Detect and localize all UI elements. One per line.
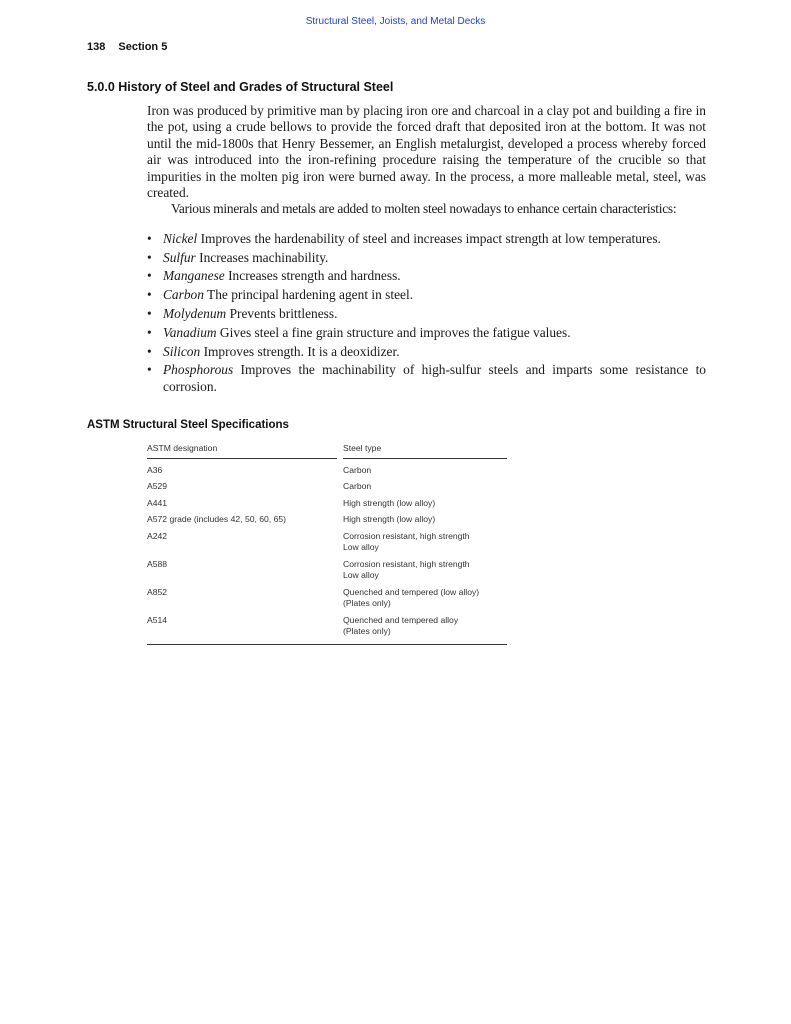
steel-type-line: Quenched and tempered (low alloy)	[343, 586, 480, 597]
cell-designation: A514	[147, 614, 168, 625]
steel-type-line: Low alloy	[343, 542, 379, 552]
bullet-dot: •	[147, 249, 152, 265]
steel-type-line: (Plates only)	[343, 598, 391, 608]
cell-steel-type	[343, 615, 507, 638]
element-name: Nickel	[163, 230, 198, 246]
steel-type-line: Carbon	[343, 464, 372, 475]
steel-type-line: (Plates only)	[343, 626, 391, 636]
cell-designation: A36	[147, 464, 163, 475]
bullet-dot: •	[147, 306, 152, 322]
list-item	[147, 306, 706, 322]
header-rule	[147, 458, 507, 459]
cell-designation: A852	[147, 586, 168, 597]
table-heading: ASTM Structural Steel Specifications	[87, 419, 289, 431]
cell-steel-type	[343, 465, 507, 477]
cell-steel-type	[343, 514, 507, 526]
table-row	[147, 612, 507, 640]
page-number: 138	[87, 41, 106, 53]
section-label: Section 5	[118, 41, 168, 53]
bullet-dot: •	[147, 324, 152, 340]
bullet-dot: •	[147, 230, 152, 246]
cell-designation: A441	[147, 497, 168, 508]
cell-steel-type	[343, 587, 507, 610]
cell-designation: A588	[147, 558, 168, 569]
table-row	[147, 462, 507, 479]
element-list	[147, 231, 706, 395]
steel-type-line: Corrosion resistant, high strength	[343, 530, 470, 541]
element-description: Increases machinability.	[199, 249, 329, 265]
table-row	[147, 512, 507, 529]
table-row	[147, 584, 507, 612]
bullet-dot: •	[147, 287, 152, 303]
element-description: Improves the hardenability of steel and increases impact strength at low temperatures.	[200, 230, 661, 246]
table-body	[147, 459, 507, 640]
second-paragraph: Various minerals and metals are added to molten steel nowadays to enhance certain characteristics:	[171, 201, 677, 217]
steel-type-line: Low alloy	[343, 570, 379, 580]
element-name: Molydenum	[163, 306, 227, 322]
element-description: Increases strength and hardness.	[228, 268, 401, 284]
table-row	[147, 479, 507, 496]
body-text	[147, 103, 706, 398]
element-description: Prevents brittleness.	[229, 306, 338, 322]
astm-spec-table	[147, 441, 507, 645]
bullet-dot: •	[147, 268, 152, 284]
element-name: Phosphorous	[163, 362, 234, 378]
running-head: Structural Steel, Joists, and Metal Decks	[305, 16, 486, 27]
table-row	[147, 528, 507, 556]
list-item	[147, 287, 706, 303]
list-item	[147, 325, 706, 341]
steel-type-line: Quenched and tempered alloy	[343, 614, 459, 625]
cell-steel-type	[343, 498, 507, 510]
intro-paragraph: Iron was produced by primitive man by placing iron ore and charcoal in a clay pot and building a fire in the pot, using a crude bellows to provide the forced draft that deposited iron at the bottom. It was not until the mid-1800s that Henry Bessemer, an English metalurgist, developed a process whereby forced air was introduced into the iron-refining procedure raising the temperature of the crucible so that impurities in the molten pig iron were burned away. In the process, a more malleable metal, steel, was created.	[147, 103, 706, 201]
table-bottom-rule	[147, 644, 507, 645]
cell-designation: A572 grade (includes 42, 50, 60, 65)	[147, 514, 287, 524]
cell-steel-type	[343, 481, 507, 493]
column-header-designation: ASTM designation	[147, 443, 218, 453]
element-name: Silicon	[163, 343, 201, 359]
cell-steel-type	[343, 531, 507, 554]
element-name: Sulfur	[163, 249, 196, 265]
element-name: Manganese	[163, 268, 225, 284]
element-description: The principal hardening agent in steel.	[207, 287, 414, 303]
cell-designation: A242	[147, 530, 168, 541]
bullet-dot: •	[147, 362, 152, 378]
table-header-row	[147, 441, 507, 458]
cell-designation: A529	[147, 481, 168, 491]
list-item	[147, 250, 706, 266]
cell-steel-type	[343, 559, 507, 582]
steel-type-line: High strength (low alloy)	[343, 497, 436, 508]
section-heading: 5.0.0 History of Steel and Grades of Structural Steel	[87, 80, 394, 94]
steel-type-line: Carbon	[343, 481, 372, 491]
steel-type-line: Corrosion resistant, high strength	[343, 558, 470, 569]
list-item	[147, 231, 706, 247]
folio	[87, 41, 167, 53]
element-description: Improves the machinability of high-sulfur steels and imparts some resistance to corrosion.	[163, 362, 706, 394]
bullet-dot: •	[147, 343, 152, 359]
list-item	[147, 344, 706, 360]
list-item	[147, 268, 706, 284]
table-row	[147, 556, 507, 584]
element-description: Gives steel a fine grain structure and improves the fatigue values.	[219, 324, 571, 340]
list-item	[147, 362, 706, 395]
element-description: Improves strength. It is a deoxidizer.	[203, 343, 400, 359]
table-row	[147, 495, 507, 512]
steel-type-line: High strength (low alloy)	[343, 514, 436, 524]
column-header-steel-type: Steel type	[343, 443, 382, 453]
element-name: Carbon	[163, 287, 204, 303]
element-name: Vanadium	[163, 324, 217, 340]
